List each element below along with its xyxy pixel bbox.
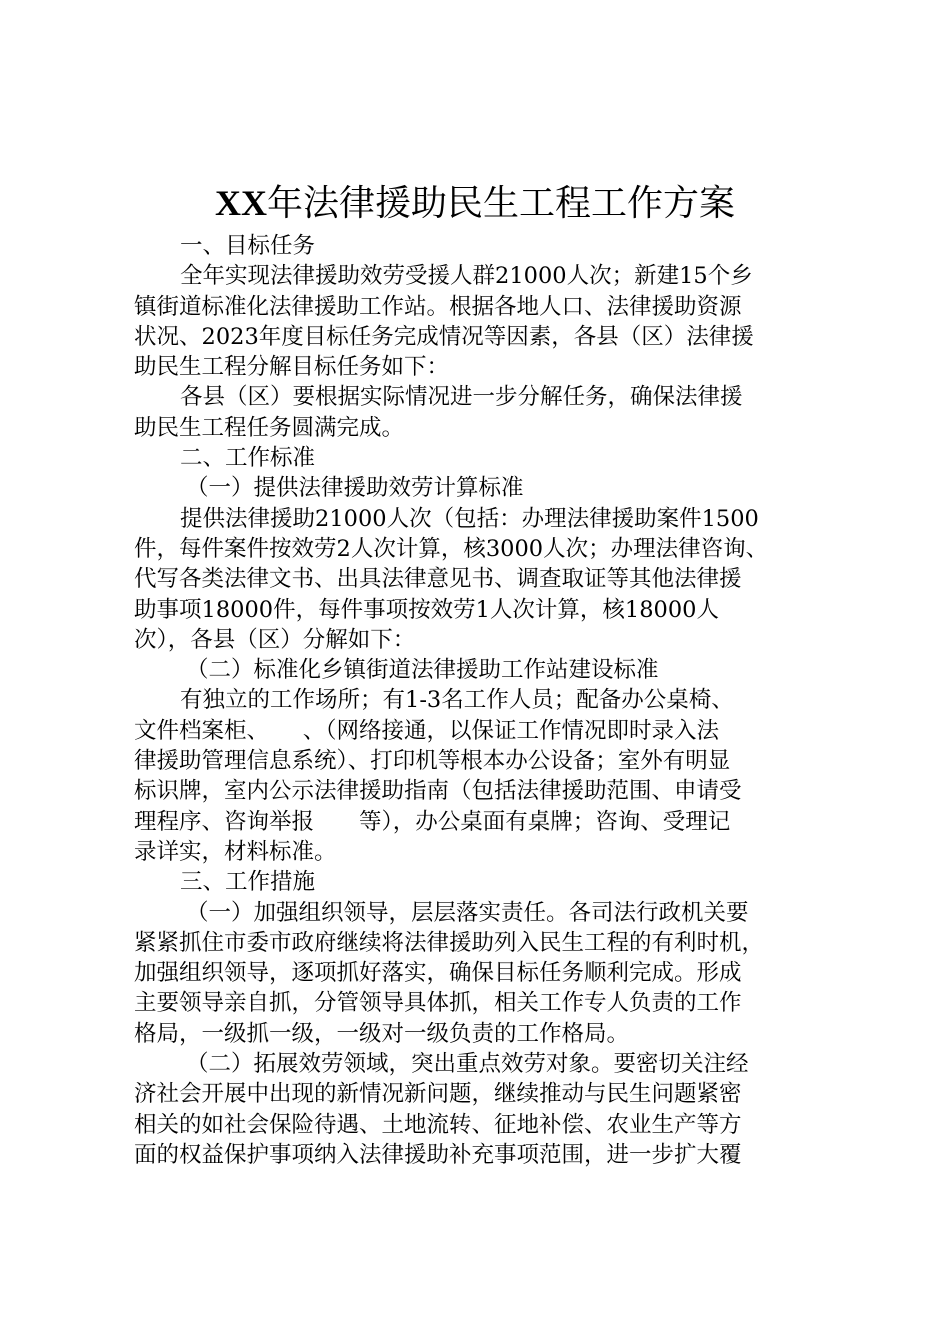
paragraph-line: 状况、2023年度目标任务完成情况等因素，各县（区）法律援 bbox=[134, 323, 754, 350]
paragraph-line: 面的权益保护事项纳入法律援助补充事项范围，进一步扩大覆 bbox=[134, 1141, 742, 1168]
subsection-heading: （二）标准化乡镇街道法律援助工作站建设标准 bbox=[186, 657, 659, 684]
paragraph-line: 相关的如社会保险待遇、土地流转、征地补偿、农业生产等方 bbox=[134, 1111, 742, 1138]
paragraph-line: 各县（区）要根据实际情况进一步分解任务，确保法律援 bbox=[180, 384, 743, 411]
title-prefix: XX bbox=[214, 183, 267, 223]
paragraph-line: 理程序、咨询举报 等），办公桌面有桌牌；咨询、受理记 bbox=[134, 808, 731, 835]
subsection-heading: （一）提供法律援助效劳计算标准 bbox=[186, 475, 524, 502]
paragraph-line: 镇街道标准化法律援助工作站。根据各地人口、法律援助资源 bbox=[134, 293, 742, 320]
section-heading: 一、目标任务 bbox=[180, 233, 316, 259]
paragraph-line: 全年实现法律援助效劳受援人群21000人次；新建15个乡 bbox=[180, 263, 753, 290]
paragraph-line: 标识牌，室内公示法律援助指南（包括法律援助范围、申请受 bbox=[134, 778, 742, 805]
section-heading: 二、工作标准 bbox=[180, 445, 316, 472]
paragraph-line: 格局，一级抓一级，一级对一级负责的工作格局。 bbox=[134, 1020, 630, 1047]
paragraph-line: 律援助管理信息系统）、打印机等根本办公设备；室外有明显 bbox=[134, 748, 731, 775]
document-title bbox=[0, 178, 950, 229]
paragraph-line: 加强组织领导，逐项抓好落实，确保目标任务顺利完成。形成 bbox=[134, 960, 742, 987]
paragraph-line: 济社会开展中出现的新情况新问题，继续推动与民生问题紧密 bbox=[134, 1081, 742, 1108]
paragraph-line: （一）加强组织领导，层层落实责任。各司法行政机关要 bbox=[186, 899, 749, 926]
paragraph-line: 录详实，材料标准。 bbox=[134, 838, 337, 865]
paragraph-line: 文件档案柜、 、（网络接通，以保证工作情况即时录入法 bbox=[134, 717, 720, 744]
section-heading: 三、工作措施 bbox=[180, 869, 316, 896]
paragraph-line: 件，每件案件按效劳2人次计算，核3000人次；办理法律咨询、 bbox=[134, 535, 769, 562]
paragraph-line: 助民生工程分解目标任务如下： bbox=[134, 354, 450, 381]
paragraph-line: 代写各类法律文书、出具法律意见书、调查取证等其他法律援 bbox=[134, 566, 742, 593]
paragraph-line: 助民生工程任务圆满完成。 bbox=[134, 414, 405, 441]
paragraph-line: 紧紧抓住市委市政府继续将法律援助列入民生工程的有利时机， bbox=[134, 929, 765, 956]
paragraph-line: 提供法律援助21000人次（包括：办理法律援助案件1500 bbox=[180, 505, 759, 532]
document-body bbox=[134, 231, 834, 1170]
title-text: 年法律援助民生工程工作方案 bbox=[266, 183, 735, 224]
paragraph-line: 有独立的工作场所；有1-3名工作人员；配备办公桌椅、 bbox=[180, 687, 734, 714]
paragraph-line: （二）拓展效劳领域，突出重点效劳对象。要密切关注经 bbox=[186, 1051, 749, 1078]
paragraph-line: 助事项18000件，每件事项按效劳1人次计算，核18000人 bbox=[134, 596, 719, 623]
paragraph-line: 次），各县（区）分解如下： bbox=[134, 626, 416, 653]
paragraph-line: 主要领导亲自抓，分管领导具体抓，相关工作专人负责的工作 bbox=[134, 990, 742, 1017]
